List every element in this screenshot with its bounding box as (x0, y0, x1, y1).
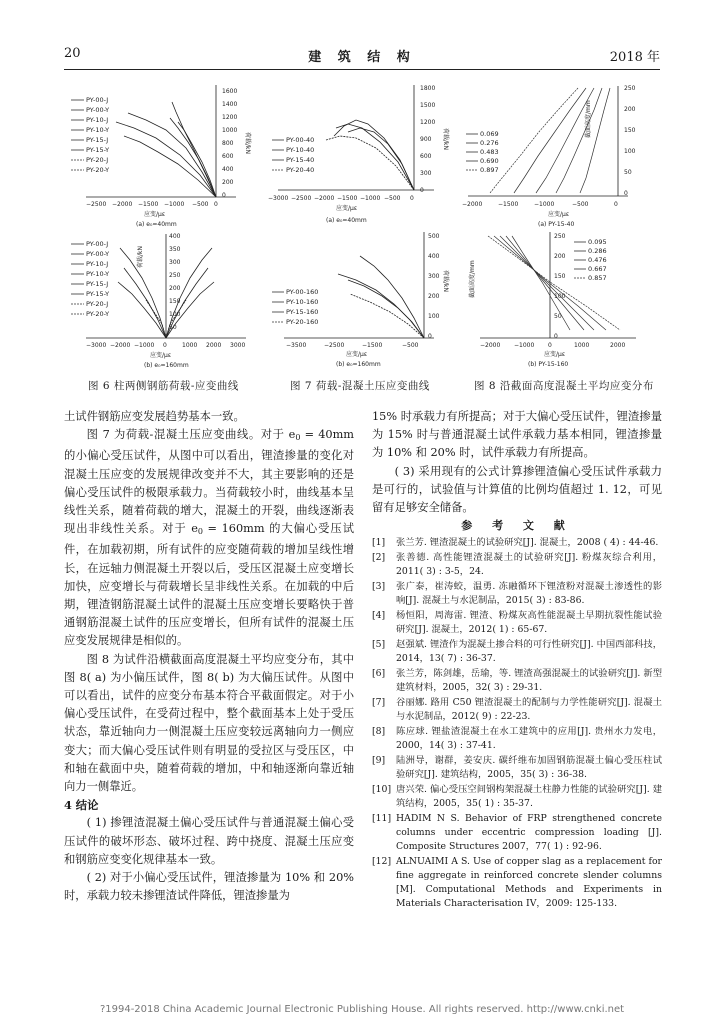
reference-item: [6] 张兰芳，陈剑雄，岳瑜，等. 锂渣高强混凝土的试验研究[J]. 新型建筑材料，2005，32( 3) : 29-31. (372, 668, 662, 694)
fig6b-xtick: −1000 (134, 342, 155, 349)
fig6a-legend-2: PY-10-J (86, 116, 109, 124)
fig8b-xtick: −1000 (514, 342, 535, 349)
reference-item: [4] 杨恒阳，周海雷. 锂渣、粉煤灰高性能混凝土早期抗裂性能试验研究[J]. 混凝土，2012( 1) : 65-67. (372, 610, 662, 636)
fig7a-ytick: 1500 (420, 102, 436, 109)
fig7a-ytick: 600 (420, 153, 432, 160)
fig8b-legend-2: 0.476 (588, 256, 607, 264)
fig7a-legend-3: PY-20-40 (286, 166, 315, 174)
fig7b-sub: (b) e₀=160mm (336, 361, 381, 368)
fig8b-sub: (b) PY-15-160 (528, 361, 569, 368)
fig6a-xtick: −2500 (86, 201, 107, 208)
fig8b-xtick: 2000 (610, 342, 626, 349)
fig6b-ytick: 50 (169, 324, 177, 331)
fig8a-ytick: 250 (624, 85, 636, 92)
fig8b-xlabel: 应变/με (544, 351, 566, 358)
fig6a-ytick: 1400 (222, 101, 238, 108)
fig6b-xtick: 1000 (182, 342, 198, 349)
fig6b-xtick: −2000 (110, 342, 131, 349)
fig8a-xtick: 0 (614, 201, 618, 208)
fig6a-xtick: −1500 (138, 201, 159, 208)
fig8b-xtick: −2000 (480, 342, 501, 349)
fig7a-ytick: 1800 (420, 85, 436, 92)
fig6a-xtick: 0 (214, 201, 218, 208)
fig6a-legend-4: PY-15-J (86, 136, 109, 144)
reference-item: [8] 陈应球. 锂盐渣混凝土在水工建筑中的应用[J]. 贵州水力发电，2000，14( 3) : 37-41. (372, 726, 662, 752)
reference-list (372, 536, 662, 911)
fig6b-ytick: 300 (169, 259, 181, 266)
reference-item: [12] ALNUAIMI A S. Use of copper slag as a replacement for fine aggregate in reinforced concrete slender columns [M]. Computational Methods and Experiments in Materials Characterisation IV，2009: 125-133. (372, 856, 662, 910)
fig7a (264, 80, 454, 230)
fig7a-sub: (a) e₀=40mm (326, 217, 367, 224)
fig8b-ytick: 50 (554, 313, 562, 320)
fig8a-legend-0: 0.069 (480, 130, 499, 138)
fig8a-ytick: 150 (624, 127, 636, 134)
conclusion-2: ( 2) 对于小偏心受压试件，锂渣掺量为 10% 和 20% 时，承载力较未掺锂渣试件降低，锂渣掺量为 (64, 871, 354, 903)
fig8a-legend-1: 0.276 (480, 139, 499, 147)
fig6a-legend-3: PY-10-Y (86, 126, 110, 134)
fig7a-xtick: −3000 (268, 195, 289, 202)
fig7b-legend-0: PY-00-160 (286, 288, 319, 296)
fig6a-xtick: −500 (192, 201, 209, 208)
fig8a-xtick: −2000 (462, 201, 483, 208)
fig8b-legend-4: 0.857 (588, 274, 607, 282)
references-title: 参 考 文 献 (461, 519, 573, 533)
fig7a-ytick: 300 (420, 170, 432, 177)
fig7b-ytick: 500 (428, 233, 440, 240)
header-rule (64, 69, 660, 70)
fig7b-ytick: 0 (428, 333, 432, 340)
fig6b-legend-5: PY-15-Y (86, 290, 110, 298)
paragraph: 15% 时承载力有所提高；对于大偏心受压试件，锂渣掺量为 15% 时与普通混凝土试件承载力基本相同，锂渣掺量为 10% 和 20% 时，试件承载力有所提高。 (372, 410, 662, 460)
fig7b-ytick: 300 (428, 273, 440, 280)
fig8b (466, 226, 656, 368)
fig7b-xlabel: 应变/με (346, 351, 368, 358)
fig7b-ylabel: 荷载/kN (442, 270, 449, 292)
fig7-caption: 图 7 荷载-混凝土压应变曲线 (290, 380, 430, 392)
copyright-footer: ?1994-2018 China Academic Journal Electronic Publishing House. All rights reserved. http://www.cnki.net (99, 1004, 625, 1015)
fig7b (264, 226, 454, 368)
fig7a-legend-2: PY-15-40 (286, 156, 315, 164)
fig8a-xtick: −500 (572, 201, 589, 208)
reference-item: [10] 唐兴荣. 偏心受压空间钢构架混凝土柱静力性能的试验研究[J]. 建筑结构，2005，35( 1) : 35-37. (372, 784, 662, 810)
fig6a-ytick: 0 (222, 192, 226, 199)
fig6b-ytick: 200 (169, 285, 181, 292)
fig6b-legend-3: PY-10-Y (86, 270, 110, 278)
fig8a-legend-2: 0.483 (480, 148, 499, 156)
journal-title: 建 筑 结 构 (308, 50, 416, 65)
fig7a-ytick: 1200 (420, 119, 436, 126)
fig7a-xtick: −1500 (337, 195, 358, 202)
conclusion-3: ( 3) 采用现有的公式计算掺锂渣偏心受压试件承载力是可行的，试验值与计算值的比例均值超过 1. 12，可见留有足够安全储备。 (372, 464, 662, 515)
text-column-left (64, 408, 354, 905)
reference-item: [11] HADIM N S. Behavior of FRP strengthened concrete columns under eccentric compression loading [J]. Composite Structures 2007，77( 1) : 92-96. (372, 813, 662, 853)
fig6a-ytick: 200 (222, 179, 234, 186)
fig7a-legend-0: PY-00-40 (286, 136, 315, 144)
fig8a-legend-4: 0.897 (480, 166, 499, 174)
fig6b-ylabel: 荷载/kN (137, 246, 144, 268)
fig8a-ytick: 0 (624, 190, 628, 197)
fig8a-ytick: 50 (624, 169, 632, 176)
fig7b-ytick: 200 (428, 293, 440, 300)
fig6a-xtick: −1000 (164, 201, 185, 208)
section-heading: 4 结论 (64, 798, 99, 813)
fig6b-legend-0: PY-00-J (86, 240, 109, 248)
fig6b-sub: (b) e₀=160mm (144, 362, 189, 369)
reference-item: [3] 张广泰，崔涛蛟，温勇. 冻融循环下锂渣粉对混凝土渗透性的影响[J]. 混凝土与水泥制品，2015( 3) : 83-86. (372, 581, 662, 607)
fig6a-legend-6: PY-20-J (86, 156, 109, 164)
fig8a-legend-3: 0.690 (480, 157, 499, 165)
fig6b-legend-2: PY-10-J (86, 260, 109, 268)
fig6b-xtick: 3000 (230, 342, 246, 349)
fig7a-xlabel: 应变/με (336, 205, 358, 212)
fig7a-ytick: 900 (420, 136, 432, 143)
fig7a-xtick: −2000 (314, 195, 335, 202)
fig8b-legend-0: 0.095 (588, 238, 607, 246)
fig7b-legend-3: PY-20-160 (286, 318, 319, 326)
fig6a-ytick: 800 (222, 140, 234, 147)
fig7a-xtick: −500 (384, 195, 401, 202)
fig8a-sub: (a) PY-15-40 (538, 221, 575, 228)
fig7b-ytick: 100 (428, 313, 440, 320)
fig7b-legend-2: PY-15-160 (286, 308, 319, 316)
fig8b-ytick: 150 (554, 273, 566, 280)
fig6a-legend-0: PY-00-J (86, 96, 109, 104)
fig8b-ytick: 100 (554, 293, 566, 300)
fig8a-ytick: 100 (624, 148, 636, 155)
fig8b-ytick: 200 (554, 253, 566, 260)
fig6b-ytick: 400 (169, 233, 181, 240)
fig6b-legend-6: PY-20-J (86, 300, 109, 308)
fig6b-legend-1: PY-00-Y (86, 250, 110, 258)
fig6b-ytick: 150 (169, 298, 181, 305)
fig6b-xtick: 2000 (206, 342, 222, 349)
conclusion-1: ( 1) 掺锂渣混凝土偏心受压试件与普通混凝土偏心受压试件的破坏形态、破坏过程、跨中挠度、混凝土压应变和钢筋应变变化规律基本一致。 (64, 816, 354, 866)
fig6a-legend-7: PY-20-Y (86, 166, 110, 174)
fig7b-xtick: −2500 (324, 342, 345, 349)
paragraph-fig8: 图 8 为试件沿横截面高度混凝土平均应变分布，其中图 8( a) 为小偏压试件，图 8( b) 为大偏压试件。从图中可以看出，试件的应变分布基本符合平截面假定。对于小偏心受压试件，在受荷过程中，整个截面基本上处于受压状态，靠近轴向力一侧混凝土压应变较远离轴向力一侧应变大；而大偏心受压试件则有明显的受拉区与受压区，中和轴在截面中央，随着荷载的增加，中和轴逐渐向靠近轴向力一侧靠近。 (64, 652, 354, 794)
reference-item: [1] 张兰芳. 锂渣混凝土的试验研究[J]. 混凝土，2008 ( 4) : 44-46. (372, 537, 659, 549)
fig8b-xtick: 1000 (574, 342, 590, 349)
fig6a-ytick: 1000 (222, 127, 238, 134)
reference-item: [7] 谷丽娜. 路用 C50 锂渣混凝土的配制与力学性能研究[J]. 混凝土与水泥制品，2012( 9) : 22-23. (372, 697, 662, 723)
fig8a-ylabel: 截面高度/mm (585, 100, 592, 138)
fig6a-sub: (a) e₀=40mm (136, 221, 177, 228)
fig7b-xtick: −500 (402, 342, 419, 349)
fig6a-ytick: 400 (222, 166, 234, 173)
page-number: 20 (64, 46, 81, 61)
fig6a-ylabel: 荷载/kN (244, 132, 251, 154)
fig7b-xtick: −3500 (286, 342, 307, 349)
fig8b-ylabel: 截面高度/mm (469, 260, 476, 298)
journal-year: 2018 年 (609, 50, 660, 65)
fig8a-xtick: −1000 (534, 201, 555, 208)
paragraph: 土试件钢筋应变发展趋势基本一致。 (64, 410, 245, 423)
reference-item: [5] 赵强斌. 锂渣作为混凝土掺合料的可行性研究[J]. 中国西部科技，2014，13( 7) : 36-37. (372, 639, 662, 665)
fig6a-ytick: 600 (222, 153, 234, 160)
fig7a-legend-1: PY-10-40 (286, 146, 315, 154)
fig6b-ytick: 100 (169, 311, 181, 318)
fig6b-ytick: 350 (169, 246, 181, 253)
fig6a-ytick: 1600 (222, 88, 238, 95)
fig7a-ytick: 0 (420, 187, 424, 194)
text-column-right (372, 408, 662, 912)
fig6b-xtick: −3000 (86, 342, 107, 349)
fig8b-legend-1: 0.286 (588, 247, 607, 255)
fig6a-ytick: 1200 (222, 114, 238, 121)
fig6b-xlabel: 应变/με (150, 352, 172, 359)
fig8a-xlabel: 应变/με (548, 211, 570, 218)
reference-item: [9] 陆洲导，谢群，姜安庆. 碳纤维布加固钢筋混凝土偏心受压柱试验研究[J]. 建筑结构，2005，35( 3) : 36-38. (372, 755, 662, 781)
fig7a-xtick: 0 (410, 195, 414, 202)
reference-item: [2] 张善德. 高性能锂渣混凝土的试验研究[J]. 粉煤灰综合利用，2011( 3) : 3-5，24. (372, 552, 662, 578)
fig8a-xtick: −1500 (498, 201, 519, 208)
fig6b-ytick: 250 (169, 272, 181, 279)
fig6a-xlabel: 应变/με (144, 211, 166, 218)
fig8-caption: 图 8 沿截面高度混凝土平均应变分布 (474, 380, 654, 392)
fig7b-legend-1: PY-10-160 (286, 298, 319, 306)
paragraph-fig7: 图 7 为荷载-混凝土压应变曲线。对于 $e_0 = 40mm$ 的小偏心受压试件，从图中可以看出，锂渣掺量的变化对混凝土压应变的发展规律改变并不大，其主要影响的还是偏心受压试件的极限承载力。当荷载较小时，曲线基本呈线性关系，随着荷载的增大，混凝土的开裂，曲线逐渐表现出非线性关系。对于 $e_0 = 160mm$ 的大偏心受压试件，在加载初期，所有试件的应变随荷载的增加呈线性增长，在远轴力侧混凝土开裂以后，受压区混凝土应变增长加快，应变增长与荷载增长呈非线性关系。在加载的中后期，锂渣钢筋混凝土试件的混凝土压应变增长要略快于普通钢筋混凝土试件的压应变增长，但所有试件的混凝土压应变发展规律是相似的。 (64, 428, 354, 648)
fig6a-legend-5: PY-15-Y (86, 146, 110, 154)
fig7b-xtick: −1500 (362, 342, 383, 349)
fig6a-xtick: −2000 (112, 201, 133, 208)
fig8b-ytick: 250 (554, 233, 566, 240)
fig6a (66, 80, 256, 230)
fig8b-xtick: 0 (548, 342, 552, 349)
fig8b-legend-3: 0.667 (588, 265, 607, 273)
fig6b-legend-7: PY-20-Y (86, 310, 110, 318)
page-header (64, 46, 660, 68)
fig6-caption: 图 6 柱两侧钢筋荷载-应变曲线 (88, 380, 239, 392)
fig6b-xtick: 0 (163, 342, 167, 349)
fig7a-ylabel: 荷载/kN (442, 128, 449, 150)
fig8b-ytick: 0 (554, 333, 558, 340)
fig7a-xtick: −1000 (360, 195, 381, 202)
fig8a-ytick: 200 (624, 106, 636, 113)
fig6a-legend-1: PY-00-Y (86, 106, 110, 114)
fig7a-xtick: −2500 (291, 195, 312, 202)
fig6b-legend-4: PY-15-J (86, 280, 109, 288)
fig7b-ytick: 400 (428, 253, 440, 260)
fig6b (66, 228, 256, 370)
fig8a (458, 78, 658, 228)
